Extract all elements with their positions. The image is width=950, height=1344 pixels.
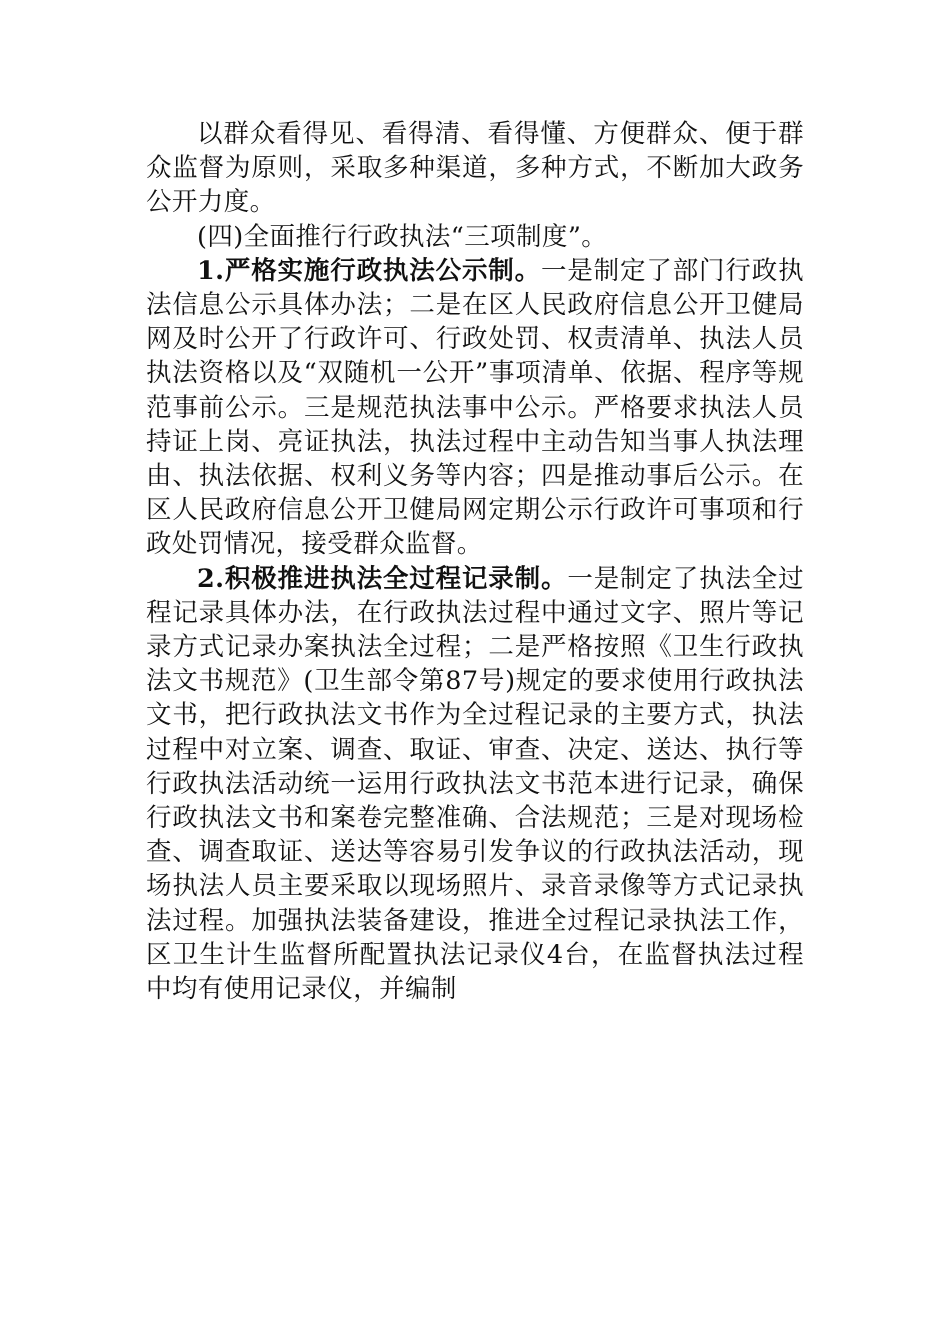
paragraph-title-publicity-system: 1.严格实施行政执法公示制。 bbox=[197, 255, 541, 286]
paragraph-publicity-system bbox=[146, 254, 804, 562]
paragraph-full-process-recording bbox=[146, 562, 804, 1007]
document-body bbox=[146, 117, 804, 1006]
paragraph-body-full-process-recording: 一是制定了执法全过程记录具体办法，在行政执法过程中通过文字、照片等记录方式记录办案执法全过程；二是严格按照《卫生行政执法文书规范》(卫生部令第87号)规定的要求使用行政执法文书，把行政执法文书作为全过程记录的主要方式，执法过程中对立案、调查、取证、审查、决定、送达、执行等行政执法活动统一运用行政执法文书范本进行记录，确保行政执法文书和案卷完整准确、合法规范；三是对现场检查、调查取证、送达等容易引发争议的行政执法活动，现场执法人员主要采取以现场照片、录音录像等方式记录执法过程。加强执法装备建设，推进全过程记录执法工作，区卫生计生监督所配置执法记录仪4台，在监督执法过程中均有使用记录仪，并编制 bbox=[146, 563, 804, 1005]
section-heading-three-systems: (四)全面推行行政执法“三项制度”。 bbox=[197, 221, 608, 252]
paragraph-body-publicity-system: 一是制定了部门行政执法信息公示具体办法；二是在区人民政府信息公开卫健局网及时公开了行政许可、行政处罚、权责清单、执法人员执法资格以及“双随机一公开”事项清单、依据、程序等规范事前公示。三是规范执法事中公示。严格要求执法人员持证上岗、亮证执法，执法过程中主动告知当事人执法理由、执法依据、权利义务等内容；四是推动事后公示。在区人民政府信息公开卫健局网定期公示行政许可事项和行政处罚情况，接受群众监督。 bbox=[146, 255, 804, 560]
paragraph-disclosure-principle: 以群众看得见、看得清、看得懂、方便群众、便于群众监督为原则，采取多种渠道，多种方式，不断加大政务公开力度。 bbox=[146, 119, 804, 218]
paragraph-title-full-process-recording: 2.积极推进执法全过程记录制。 bbox=[197, 563, 568, 594]
